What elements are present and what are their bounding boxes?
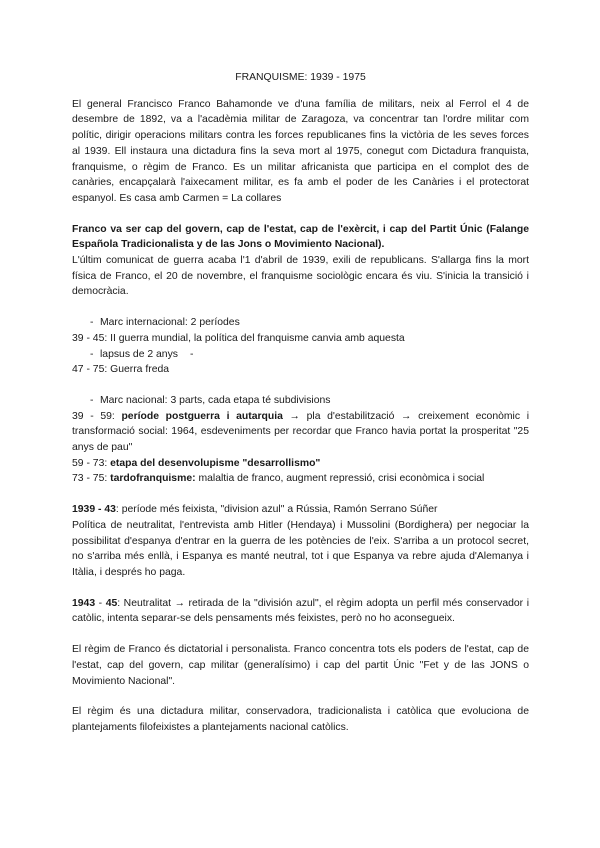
summary-bold-text: Franco va ser cap del govern, cap de l'estat, cap de l'exèrcit, i cap del Partit Únic (Falange Española Tradicionalista y de las Jons o Movimiento Nacional). <box>72 223 529 251</box>
period-summary: : període més feixista, "division azul" a Rússia, Ramón Serrano Súñer <box>115 504 438 516</box>
national-bullet <box>72 393 529 409</box>
period-years: 39 - 59: <box>72 410 122 422</box>
lapsus-trailing-dash: - <box>189 348 194 360</box>
period-1939-body: Política de neutralitat, l'entrevista amb Hitler (Hendaya) i Mussolini (Bordighera) per negociar la possibilitat d'espanya d'entrar en la guerra de les potències de l'eix. S'arriba a un protocol secret, no s'arriba més enllà, i Espanya es manté neutral, tot i que Espanya va rebre ajuda d'Alemanya i Itàlia, i després ho paga. <box>72 519 529 578</box>
period-years: 59 - 73: <box>72 457 111 469</box>
international-bullet <box>72 315 529 331</box>
bullet-dash: - <box>90 394 94 406</box>
regime-paragraph-2: El règim és una dictadura militar, conservadora, tradicionalista i catòlica que evoluciona de plantejaments filofeixistes a plantejaments nacional catòlics. <box>72 706 529 733</box>
international-period-2: 47 - 75: Guerra freda <box>72 364 170 376</box>
end-of-war-paragraph: L'últim comunicat de guerra acaba l'1 d'abril de 1939, exili de republicans. S'allarga fins la mort física de Franco, el 20 de novembre, el franquisme sociològic encara és viu. S'inicia la transició i democràcia. <box>72 255 529 298</box>
period-year-start: 1943 <box>72 597 96 609</box>
period-1939-heading <box>72 502 529 518</box>
national-period-2 <box>72 456 529 472</box>
page-title: FRANQUISME: 1939 - 1975 <box>235 72 366 83</box>
lapsus-text: lapsus de 2 anys <box>100 348 178 360</box>
national-bullet-text: Marc nacional: 3 parts, cada etapa té subdivisions <box>100 394 331 406</box>
period-years: 73 - 75: <box>72 473 111 485</box>
period-1943-paragraph <box>72 596 529 627</box>
period-name: etapa del desenvolupisme "desarrollismo" <box>110 457 321 469</box>
period-name: tardofranquisme: <box>110 473 196 485</box>
period-year-end: 45 <box>105 597 118 609</box>
international-bullet-text: Marc internacional: 2 períodes <box>100 317 240 329</box>
national-period-3 <box>72 471 529 487</box>
intro-paragraph: El general Francisco Franco Bahamonde ve d'una família de militars, neix al Ferrol el 4 de desembre de 1892, va a l'acadèmia militar de Zaragoza, va concentrar tan l'ordre militar com polític, dirigir operacions militars contra les forces republicanes fins la victòria de les seves forces al 1939. Ell instaura una dictadura fins la seva mort al 1975, conegut com Dictadura franquista, franquisme, o règim de Franco. Es un militar africanista que participa en el complot des de canàries, encapçalarà l'aixecament militar, es fa amb el poder de les Canàries i el protectorat espanyol. Es casa amb Carmen = La collares <box>72 98 529 204</box>
period-description: : Neutralitat → retirada de la "división azul", el règim adopta un perfil més conservador i catòlic, intenta separar-se dels pensaments més feixistes, però no ho aconsegueix. <box>72 597 529 625</box>
bullet-dash: - <box>90 317 94 329</box>
period-name: període postguerra i autarquia <box>121 410 283 422</box>
document-page <box>72 70 529 736</box>
summary-bold-paragraph <box>72 222 529 253</box>
period-separator: - <box>95 597 106 609</box>
period-years: 1939 - 43 <box>72 504 116 516</box>
international-period-1: 39 - 45: II guerra mundial, la política del franquisme canvia amb aquesta <box>72 332 405 344</box>
lapsus-bullet <box>72 347 529 363</box>
national-period-1 <box>72 409 529 456</box>
period-description: malaltia de franco, augment repressió, crisi econòmica i social <box>195 473 485 485</box>
period-description: → pla d'estabilització → creixement econòmic i transformació social: 1964, esdeveniments per recordar que Franco havia portat la prosperitat "25 anys de pau" <box>72 410 530 454</box>
regime-paragraph-1: El règim de Franco és dictatorial i personalista. Franco concentra tots els poders de l'estat, cap de l'estat, cap del govern, cap militar (generalísimo) i cap del partit Únic "Fet y de las JONS o Movimiento Nacional". <box>72 644 529 687</box>
bullet-dash: - <box>90 348 94 360</box>
